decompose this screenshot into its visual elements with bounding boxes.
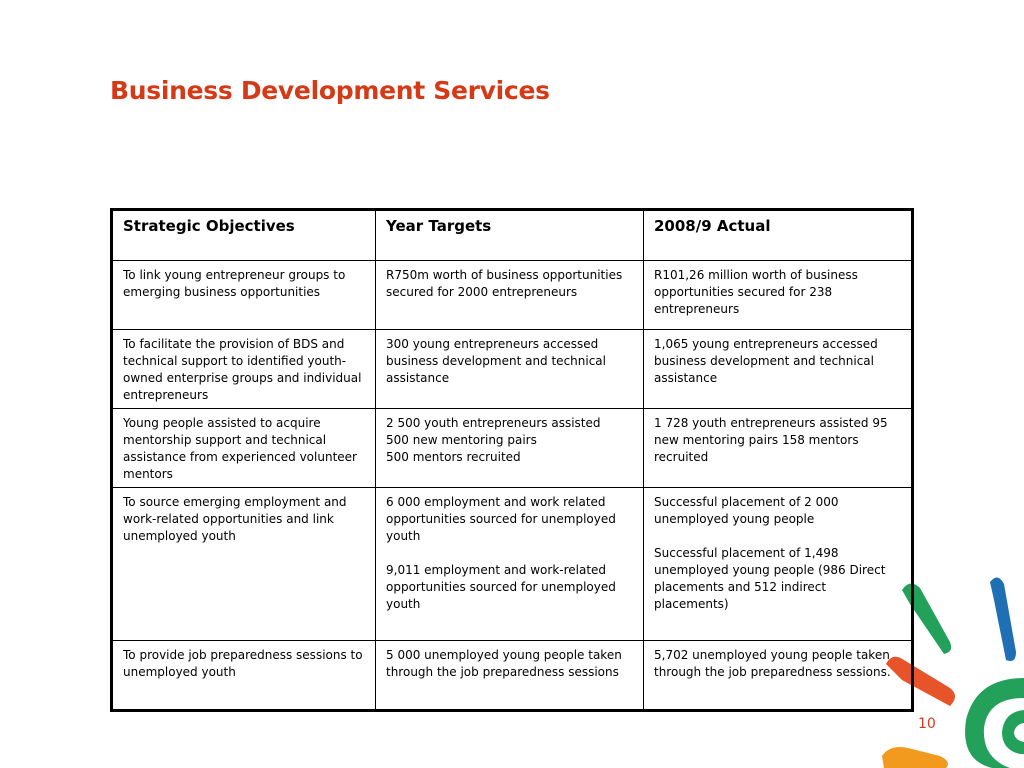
cell-text: R101,26 million worth of business opportunities secured for 238 entrepreneurs [654, 268, 858, 316]
target-cell [376, 641, 644, 711]
page-number: 10 [918, 716, 936, 732]
target-cell [376, 261, 644, 330]
cell-text: Successful placement of 1,498 unemployed young people (986 Direct placements and 512 indirect placements) [654, 546, 886, 611]
cell-text: 500 new mentoring pairs [386, 433, 537, 447]
logo-green-swirl-inner [1002, 710, 1024, 754]
objective-cell [112, 261, 376, 330]
slide-title: Business Development Services [110, 76, 550, 105]
header-actual: 2008/9 Actual [644, 210, 913, 261]
header-strategic-objectives: Strategic Objectives [112, 210, 376, 261]
cell-spacer [654, 528, 903, 545]
logo-blue-stroke [990, 577, 1016, 661]
cell-text: 1 728 youth entrepreneurs assisted 95 new mentoring pairs 158 mentors recruited [654, 416, 888, 464]
cell-text: R750m worth of business opportunities secured for 2000 entrepreneurs [386, 268, 623, 299]
bds-table [110, 208, 914, 712]
actual-cell [644, 409, 913, 488]
cell-text: 500 mentors recruited [386, 450, 521, 464]
cell-text: To link young entrepreneur groups to emerging business opportunities [123, 268, 346, 299]
cell-text: 9,011 employment and work-related opportunities sourced for unemployed youth [386, 563, 616, 611]
cell-text: 300 young entrepreneurs accessed business development and technical assistance [386, 337, 606, 385]
cell-text: 1,065 young entrepreneurs accessed business development and technical assistance [654, 337, 878, 385]
target-cell [376, 488, 644, 641]
cell-text: To source emerging employment and work-related opportunities and link unemployed youth [123, 495, 347, 543]
table-row [112, 261, 913, 330]
objective-cell [112, 641, 376, 711]
table-row [112, 409, 913, 488]
target-cell [376, 330, 644, 409]
table-row [112, 641, 913, 711]
cell-text: 2 500 youth entrepreneurs assisted [386, 416, 601, 430]
cell-text: To provide job preparedness sessions to unemployed youth [123, 648, 363, 679]
table-header-row [112, 210, 913, 261]
actual-cell [644, 261, 913, 330]
cell-text: 5 000 unemployed young people taken through the job preparedness sessions [386, 648, 622, 679]
actual-cell [644, 488, 913, 641]
cell-text: 5,702 unemployed young people taken through the job preparedness sessions. [654, 648, 891, 679]
actual-cell [644, 330, 913, 409]
objective-cell [112, 488, 376, 641]
cell-text: Successful placement of 2 000 unemployed young people [654, 495, 839, 526]
cell-text: 6 000 employment and work related opportunities sourced for unemployed youth [386, 495, 616, 543]
table-row [112, 330, 913, 409]
objective-cell [112, 409, 376, 488]
target-cell [376, 409, 644, 488]
objective-cell [112, 330, 376, 409]
table-row [112, 488, 913, 641]
cell-text: To facilitate the provision of BDS and technical support to identified youth-owned enterprise groups and individual entrepreneurs [123, 337, 362, 402]
header-year-targets: Year Targets [376, 210, 644, 261]
cell-text: Young people assisted to acquire mentorship support and technical assistance from experienced volunteer mentors [123, 416, 357, 481]
actual-cell [644, 641, 913, 711]
logo-yellow-stroke [882, 747, 948, 768]
cell-spacer [386, 545, 635, 562]
